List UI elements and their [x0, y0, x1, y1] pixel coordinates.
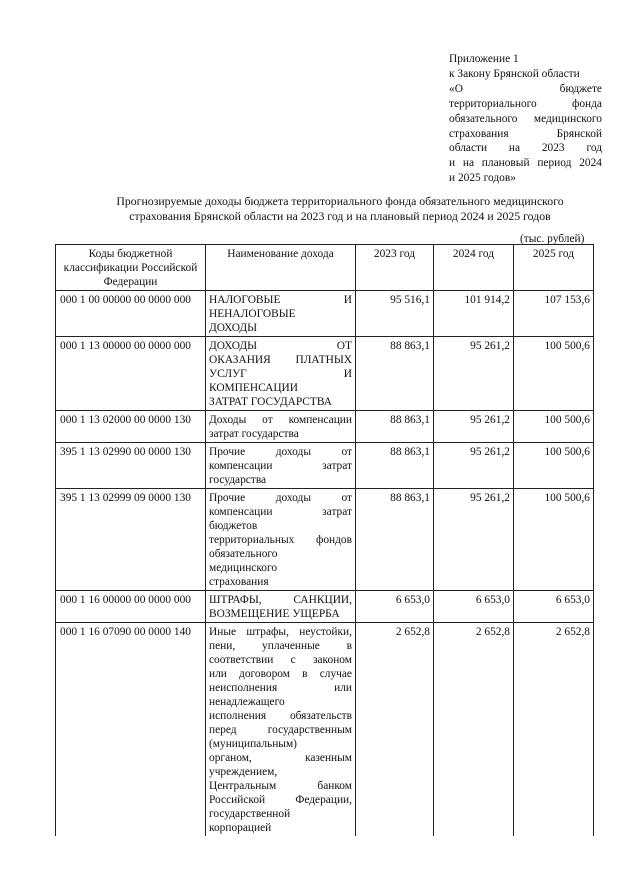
name-line: Российской Федерации,	[209, 794, 352, 806]
annex-line: страхования Брянской	[449, 127, 602, 140]
cell-y2024: 95 261,2	[434, 337, 514, 411]
document-title	[60, 194, 620, 224]
name-line: ОКАЗАНИЯ ПЛАТНЫХ	[209, 354, 352, 366]
annex-line: обязательного медицинского	[449, 112, 602, 125]
annex-line: «О бюджете	[449, 82, 602, 95]
name-line: учреждением,	[209, 766, 278, 778]
cell-code: 000 1 16 00000 00 0000 000	[56, 591, 206, 623]
table-row	[56, 411, 594, 443]
table-row	[56, 337, 594, 411]
cell-name	[206, 443, 356, 489]
annex-line: к Закону Брянской области	[449, 67, 580, 80]
name-line: соответствии с законом	[209, 654, 352, 666]
title-line-1: Прогнозируемые доходы бюджета территориального фонда обязательного медицинского	[116, 194, 564, 208]
cell-y2025: 100 500,6	[514, 411, 594, 443]
annex-line: и на плановый период 2024	[449, 157, 602, 170]
name-line: ДОХОДЫ ОТ	[209, 340, 352, 352]
name-line: Прочие доходы от	[209, 492, 352, 504]
title-line-2: страхования Брянской области на 2023 год и на плановый период 2024 и 2025 годов	[129, 209, 551, 223]
table-row	[56, 591, 594, 623]
name-line: ВОЗМЕЩЕНИЕ УЩЕРБА	[209, 608, 340, 620]
cell-y2023: 88 863,1	[356, 489, 434, 591]
cell-y2025: 100 500,6	[514, 337, 594, 411]
cell-y2024: 6 653,0	[434, 591, 514, 623]
cell-y2023: 6 653,0	[356, 591, 434, 623]
name-line: (муниципальным)	[209, 738, 297, 750]
cell-y2023: 88 863,1	[356, 337, 434, 411]
cell-name	[206, 291, 356, 337]
cell-y2023: 2 652,8	[356, 623, 434, 837]
name-line: бюджетов	[209, 520, 258, 532]
name-line: Центральным банком	[209, 780, 352, 792]
name-line: неисполнения или	[209, 682, 352, 694]
cell-code: 000 1 16 07090 00 0000 140	[56, 623, 206, 837]
cell-code: 395 1 13 02999 09 0000 130	[56, 489, 206, 591]
cell-code: 000 1 13 02000 00 0000 130	[56, 411, 206, 443]
cell-y2023: 88 863,1	[356, 411, 434, 443]
revenue-table	[55, 244, 594, 836]
name-line: пени, уплаченные в	[209, 640, 352, 652]
cell-y2024: 95 261,2	[434, 443, 514, 489]
header-2023: 2023 год	[356, 245, 434, 291]
name-line: НЕНАЛОГОВЫЕ	[209, 308, 296, 320]
cell-y2024: 95 261,2	[434, 411, 514, 443]
name-line: компенсации затрат	[209, 460, 352, 472]
name-line: компенсации затрат	[209, 506, 352, 518]
cell-name	[206, 411, 356, 443]
cell-name	[206, 489, 356, 591]
cell-y2023: 95 516,1	[356, 291, 434, 337]
table-body	[56, 291, 594, 837]
cell-y2025: 6 653,0	[514, 591, 594, 623]
cell-y2024: 101 914,2	[434, 291, 514, 337]
table-row	[56, 489, 594, 591]
name-line: ненадлежащего	[209, 696, 285, 708]
annex-line: и 2025 годов»	[449, 172, 516, 185]
cell-code: 000 1 00 00000 00 0000 000	[56, 291, 206, 337]
annex-line: территориального фонда	[449, 97, 602, 110]
name-line: перед государственным	[209, 724, 352, 736]
cell-y2025: 100 500,6	[514, 443, 594, 489]
name-line: НАЛОГОВЫЕ И	[209, 294, 352, 306]
name-line: или договором в случае	[209, 668, 352, 680]
name-line: органом, казенным	[209, 752, 352, 764]
name-line: ШТРАФЫ, САНКЦИИ,	[209, 594, 352, 606]
name-line: территориальных фондов	[209, 534, 352, 546]
header-codes: Коды бюджетной классификации Российской Федерации	[56, 245, 206, 291]
header-2025: 2025 год	[514, 245, 594, 291]
cell-name	[206, 623, 356, 837]
name-line: медицинского	[209, 562, 278, 574]
table-row	[56, 443, 594, 489]
name-line: обязательного	[209, 548, 278, 560]
name-line: КОМПЕНСАЦИИ	[209, 382, 299, 394]
cell-code: 000 1 13 00000 00 0000 000	[56, 337, 206, 411]
name-line: исполнения обязательств	[209, 710, 352, 722]
units-label: (тыс. рублей)	[520, 233, 585, 245]
cell-name	[206, 591, 356, 623]
cell-y2025: 2 652,8	[514, 623, 594, 837]
table-header-row	[56, 245, 594, 291]
name-line: страхования	[209, 576, 269, 588]
name-line: УСЛУГ И	[209, 368, 352, 380]
header-name: Наименование дохода	[206, 245, 356, 291]
name-line: ДОХОДЫ	[209, 322, 258, 334]
header-2024: 2024 год	[434, 245, 514, 291]
name-line: Иные штрафы, неустойки,	[209, 626, 352, 638]
name-line: затрат государства	[209, 428, 299, 440]
table-row	[56, 623, 594, 837]
annex-line: области на 2023 год	[449, 142, 602, 155]
name-line: ЗАТРАТ ГОСУДАРСТВА	[209, 396, 332, 408]
cell-y2025: 100 500,6	[514, 489, 594, 591]
cell-code: 395 1 13 02990 00 0000 130	[56, 443, 206, 489]
cell-y2024: 2 652,8	[434, 623, 514, 837]
annex-line: Приложение 1	[449, 53, 519, 65]
annex-block	[449, 52, 602, 186]
cell-y2025: 107 153,6	[514, 291, 594, 337]
name-line: корпорацией	[209, 822, 272, 834]
name-line: Доходы от компенсации	[209, 414, 352, 426]
cell-y2024: 95 261,2	[434, 489, 514, 591]
table-row	[56, 291, 594, 337]
name-line: государственной	[209, 808, 291, 820]
name-line: Прочие доходы от	[209, 446, 352, 458]
cell-y2023: 88 863,1	[356, 443, 434, 489]
cell-name	[206, 337, 356, 411]
name-line: государства	[209, 474, 267, 486]
